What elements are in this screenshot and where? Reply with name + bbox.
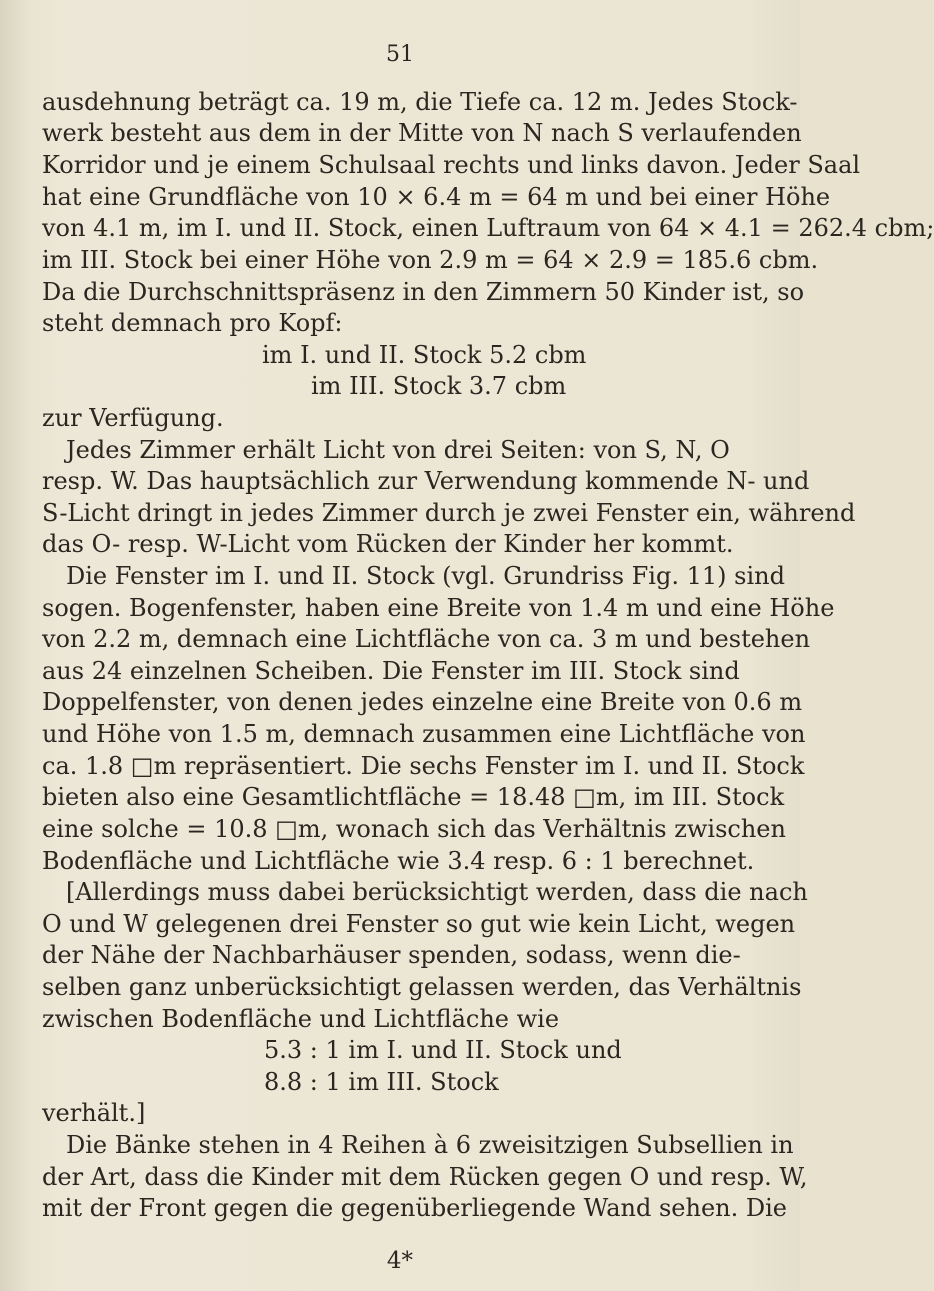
text-line: im I. und II. Stock 5.2 cbm xyxy=(262,341,587,369)
text-line: der Nähe der Nachbarhäuser spenden, sodass, wenn die- xyxy=(42,941,741,969)
text-line: hat eine Grundfläche von 10 × 6.4 m = 64 m und bei einer Höhe xyxy=(42,183,831,211)
text-line: Korridor und je einem Schulsaal rechts und links davon. Jeder Saal xyxy=(42,151,861,179)
text-line: zur Verfügung. xyxy=(42,404,224,432)
text-line: Bodenfläche und Lichtfläche wie 3.4 resp. 6 : 1 berechnet. xyxy=(42,847,755,875)
text-line: Jedes Zimmer erhält Licht von drei Seiten: von S, N, O xyxy=(66,436,730,464)
text-line: von 2.2 m, demnach eine Lichtfläche von ca. 3 m und bestehen xyxy=(42,625,811,653)
text-line: bieten also eine Gesamtlichtfläche = 18.48 □m, im III. Stock xyxy=(42,783,785,811)
text-line: zwischen Bodenfläche und Lichtfläche wie xyxy=(42,1005,560,1033)
text-line: Die Fenster im I. und II. Stock (vgl. Grundriss Fig. 11) sind xyxy=(66,562,785,590)
text-line: selben ganz unberücksichtigt gelassen werden, das Verhältnis xyxy=(42,973,802,1001)
text-line: resp. W. Das hauptsächlich zur Verwendung kommende N- und xyxy=(42,467,810,495)
text-line: der Art, dass die Kinder mit dem Rücken gegen O und resp. W, xyxy=(42,1163,808,1191)
text-line: mit der Front gegen die gegenüberliegende Wand sehen. Die xyxy=(42,1194,787,1222)
text-line: ausdehnung beträgt ca. 19 m, die Tiefe ca. 12 m. Jedes Stock- xyxy=(42,88,798,116)
text-line: werk besteht aus dem in der Mitte von N nach S verlaufenden xyxy=(42,119,802,147)
text-line: ca. 1.8 □m repräsentiert. Die sechs Fenster im I. und II. Stock xyxy=(42,752,805,780)
text-line: Da die Durchschnittspräsenz in den Zimmern 50 Kinder ist, so xyxy=(42,278,805,306)
text-line: steht demnach pro Kopf: xyxy=(42,309,343,337)
text-line: im III. Stock bei einer Höhe von 2.9 m = 64 × 2.9 = 185.6 cbm. xyxy=(42,246,819,274)
text-line: verhält.] xyxy=(42,1099,146,1127)
text-line: Die Bänke stehen in 4 Reihen à 6 zweisitzigen Subsellien in xyxy=(66,1131,794,1159)
text-line: eine solche = 10.8 □m, wonach sich das Verhältnis zwischen xyxy=(42,815,786,843)
text-line: Doppelfenster, von denen jedes einzelne eine Breite von 0.6 m xyxy=(42,688,803,716)
text-line: das O- resp. W-Licht vom Rücken der Kinder her kommt. xyxy=(42,530,734,558)
text-line: O und W gelegenen drei Fenster so gut wie kein Licht, wegen xyxy=(42,910,796,938)
signature-mark: 4* xyxy=(386,1248,414,1274)
text-line: sogen. Bogenfenster, haben eine Breite von 1.4 m und eine Höhe xyxy=(42,594,835,622)
text-line: S-Licht dringt in jedes Zimmer durch je zwei Fenster ein, während xyxy=(42,499,856,527)
text-line: im III. Stock 3.7 cbm xyxy=(311,372,567,400)
text-line: 8.8 : 1 im III. Stock xyxy=(264,1068,499,1096)
text-line: [Allerdings muss dabei berücksichtigt werden, dass die nach xyxy=(66,878,808,906)
page-number: 51 xyxy=(386,42,414,67)
text-line: 5.3 : 1 im I. und II. Stock und xyxy=(264,1036,622,1064)
text-line: von 4.1 m, im I. und II. Stock, einen Luftraum von 64 × 4.1 = 262.4 cbm; xyxy=(42,214,934,242)
text-line: aus 24 einzelnen Scheiben. Die Fenster im III. Stock sind xyxy=(42,657,740,685)
text-line: und Höhe von 1.5 m, demnach zusammen eine Lichtfläche von xyxy=(42,720,806,748)
